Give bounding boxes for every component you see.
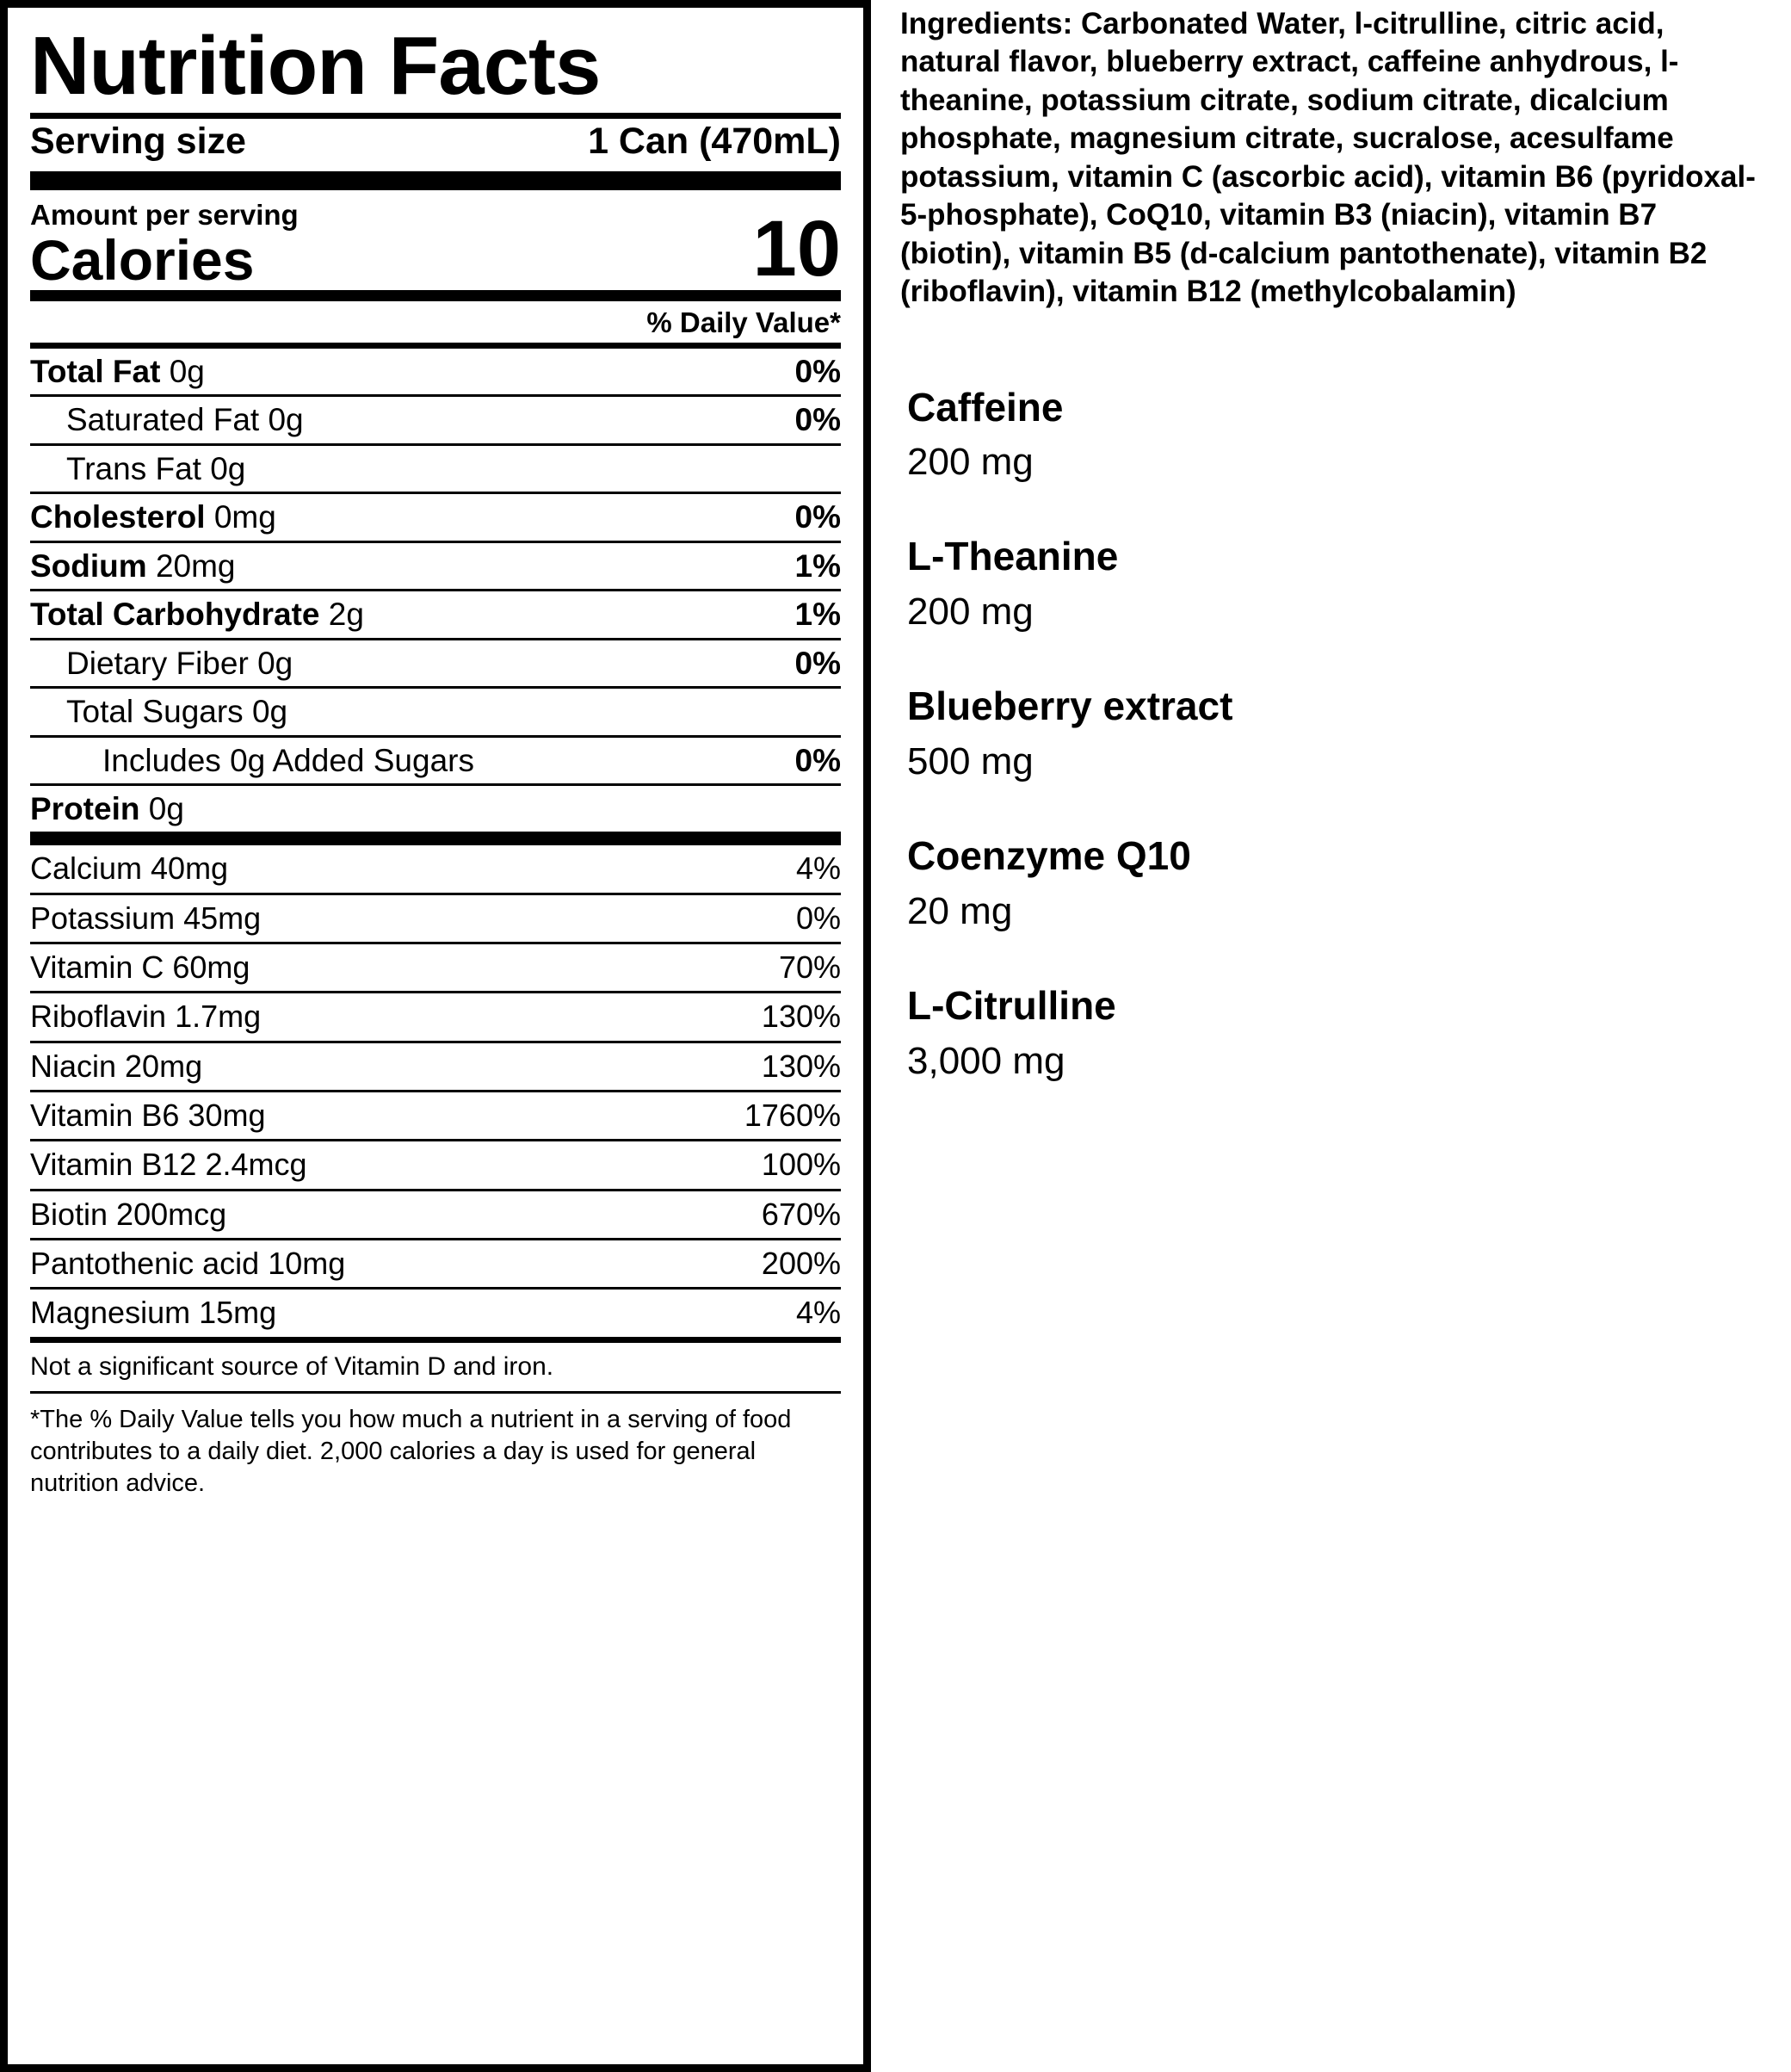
vitamin-label: Vitamin B12 2.4mcg <box>30 1147 307 1183</box>
nutrient-label <box>30 354 205 389</box>
table-row <box>30 1141 841 1191</box>
vitamin-dv: 200% <box>761 1245 841 1281</box>
nutrient-name: Total Fat <box>30 354 161 389</box>
supplement-name: L-Citrulline <box>907 983 1116 1029</box>
supplement-name: Blueberry extract <box>907 683 1233 729</box>
table-row <box>30 689 841 737</box>
nutrient-amount: 0g <box>257 645 293 681</box>
serving-size-value: 1 Can (470mL) <box>588 121 841 162</box>
nutrient-name: Includes 0g Added Sugars <box>102 742 474 778</box>
supplement-name: Coenzyme Q10 <box>907 833 1191 879</box>
nutrient-dv: 0% <box>794 645 841 681</box>
table-row <box>30 944 841 993</box>
table-row <box>30 543 841 591</box>
nutrient-rows <box>30 349 841 834</box>
nutrient-name: Dietary Fiber <box>66 645 249 681</box>
table-row <box>30 993 841 1042</box>
supplement-amount: 200 mg <box>907 590 1034 633</box>
table-row <box>30 1092 841 1141</box>
vitamin-label: Niacin 20mg <box>30 1048 203 1084</box>
nutrient-label <box>102 743 474 778</box>
nutrient-amount: 2g <box>328 597 364 633</box>
nutrient-label <box>66 646 293 681</box>
nutrient-name: Total Carbohydrate <box>30 597 320 633</box>
supplement-name: Caffeine <box>907 384 1064 430</box>
nutrient-amount: 20mg <box>155 547 236 584</box>
vitamin-dv: 100% <box>761 1147 841 1183</box>
vitamin-dv: 4% <box>795 850 841 887</box>
nutrient-amount: 0mg <box>213 499 276 535</box>
list-item <box>900 832 1772 934</box>
vitamin-label: Vitamin B6 30mg <box>30 1097 266 1133</box>
vitamin-label: Riboflavin 1.7mg <box>30 999 262 1035</box>
vitamin-label: Biotin 200mcg <box>30 1196 227 1232</box>
nutrient-name: Protein <box>30 790 140 826</box>
vitamin-label: Potassium 45mg <box>30 900 262 936</box>
table-row <box>30 397 841 445</box>
table-row <box>30 1290 841 1336</box>
daily-value-header: % Daily Value* <box>646 306 841 338</box>
table-row <box>30 786 841 834</box>
nutrient-name: Saturated Fat <box>66 402 260 438</box>
nutrient-label <box>66 694 287 729</box>
calories-value: 10 <box>752 205 841 293</box>
vitamin-dv: 130% <box>761 999 841 1035</box>
list-item <box>900 384 1772 486</box>
serving-size-row <box>30 119 841 171</box>
nutrient-label <box>66 402 304 437</box>
table-row <box>30 349 841 397</box>
nutrient-dv: 0% <box>794 742 841 778</box>
table-row <box>30 895 841 944</box>
nutrient-dv: 1% <box>794 547 841 584</box>
nutrient-dv: 0% <box>794 354 841 389</box>
table-row <box>30 640 841 689</box>
nutrient-label <box>30 597 364 632</box>
nutrient-amount: 0g <box>210 450 246 486</box>
nutrient-label <box>66 451 245 486</box>
nutrient-dv: 0% <box>794 499 841 535</box>
vitamin-dv: 670% <box>761 1196 841 1232</box>
table-row <box>30 446 841 494</box>
nutrient-label <box>30 791 184 826</box>
table-row <box>30 494 841 542</box>
supplement-list <box>900 384 1772 1085</box>
nutrient-amount: 0g <box>251 694 288 730</box>
ingredients-text: Ingredients: Carbonated Water, l-citrulline, citric acid, natural flavor, blueberry extract, caffeine anhydrous, l-theanine, potassium citrate, sodium citrate, dicalcium phosphate, magnesium citrate, sucralose, acesulfame potassium, vitamin C (ascorbic acid), vitamin B6 (pyridoxal-5-phosphate), CoQ10, vitamin B3 (niacin), vitamin B7 (biotin), vitamin B5 (d-calcium pantothenate), vitamin B2 (riboflavin), vitamin B12 (methylcobalamin) <box>900 7 1756 309</box>
table-row <box>30 1043 841 1092</box>
nutrient-label <box>30 499 276 535</box>
supplement-amount: 20 mg <box>907 889 1013 932</box>
divider-thick-top <box>30 171 841 190</box>
supplement-name: L-Theanine <box>907 534 1119 579</box>
vitamin-label: Pantothenic acid 10mg <box>30 1245 346 1281</box>
nutrient-dv: 1% <box>794 597 841 633</box>
vitamin-label: Vitamin C 60mg <box>30 949 250 985</box>
nutrient-name: Sodium <box>30 547 147 584</box>
table-row <box>30 1191 841 1240</box>
divider-under-calories <box>30 290 841 301</box>
nutrient-name: Trans Fat <box>66 450 201 486</box>
vitamin-dv: 130% <box>761 1048 841 1084</box>
nutrient-label <box>30 548 236 584</box>
nutrient-name: Total Sugars <box>66 694 244 730</box>
vitamin-dv: 1760% <box>744 1097 841 1133</box>
supplement-amount: 200 mg <box>907 440 1034 483</box>
supplement-amount: 3,000 mg <box>907 1039 1065 1082</box>
table-row <box>30 1240 841 1290</box>
divider-under-dv-header <box>30 343 841 349</box>
list-item <box>900 982 1772 1084</box>
daily-value-footnote: *The % Daily Value tells you how much a nutrient in a serving of food contributes to a daily diet. 2,000 calories a day is used for general nutrition advice. <box>30 1405 792 1497</box>
list-item <box>900 533 1772 634</box>
vitamin-dv: 70% <box>778 949 841 985</box>
table-row <box>30 591 841 640</box>
nutrition-facts-title: Nutrition Facts <box>30 20 601 112</box>
divider-above-vitamins <box>30 834 841 845</box>
table-row <box>30 738 841 786</box>
vitamin-dv: 0% <box>795 900 841 936</box>
serving-size-label: Serving size <box>30 121 246 162</box>
amount-per-serving-label: Amount per serving <box>30 199 299 231</box>
vitamin-rows <box>30 845 841 1336</box>
vitamin-dv: 4% <box>795 1295 841 1331</box>
nutrient-name: Cholesterol <box>30 499 206 535</box>
supplement-amount: 500 mg <box>907 739 1034 782</box>
nutrient-amount: 0g <box>148 790 184 826</box>
nutrient-amount: 0g <box>169 354 205 389</box>
nutrition-facts-panel <box>0 0 871 2072</box>
nutrient-amount: 0g <box>268 402 304 438</box>
nutrient-dv: 0% <box>794 402 841 438</box>
table-row <box>30 845 841 894</box>
calories-label: Calories <box>30 227 255 292</box>
divider-above-note <box>30 1337 841 1343</box>
vitamin-label: Calcium 40mg <box>30 850 229 887</box>
divider-under-title <box>30 113 841 119</box>
list-item <box>900 683 1772 784</box>
right-column <box>871 0 1791 2072</box>
vitamin-label: Magnesium 15mg <box>30 1295 277 1331</box>
not-significant-note: Not a significant source of Vitamin D and iron. <box>30 1351 554 1381</box>
